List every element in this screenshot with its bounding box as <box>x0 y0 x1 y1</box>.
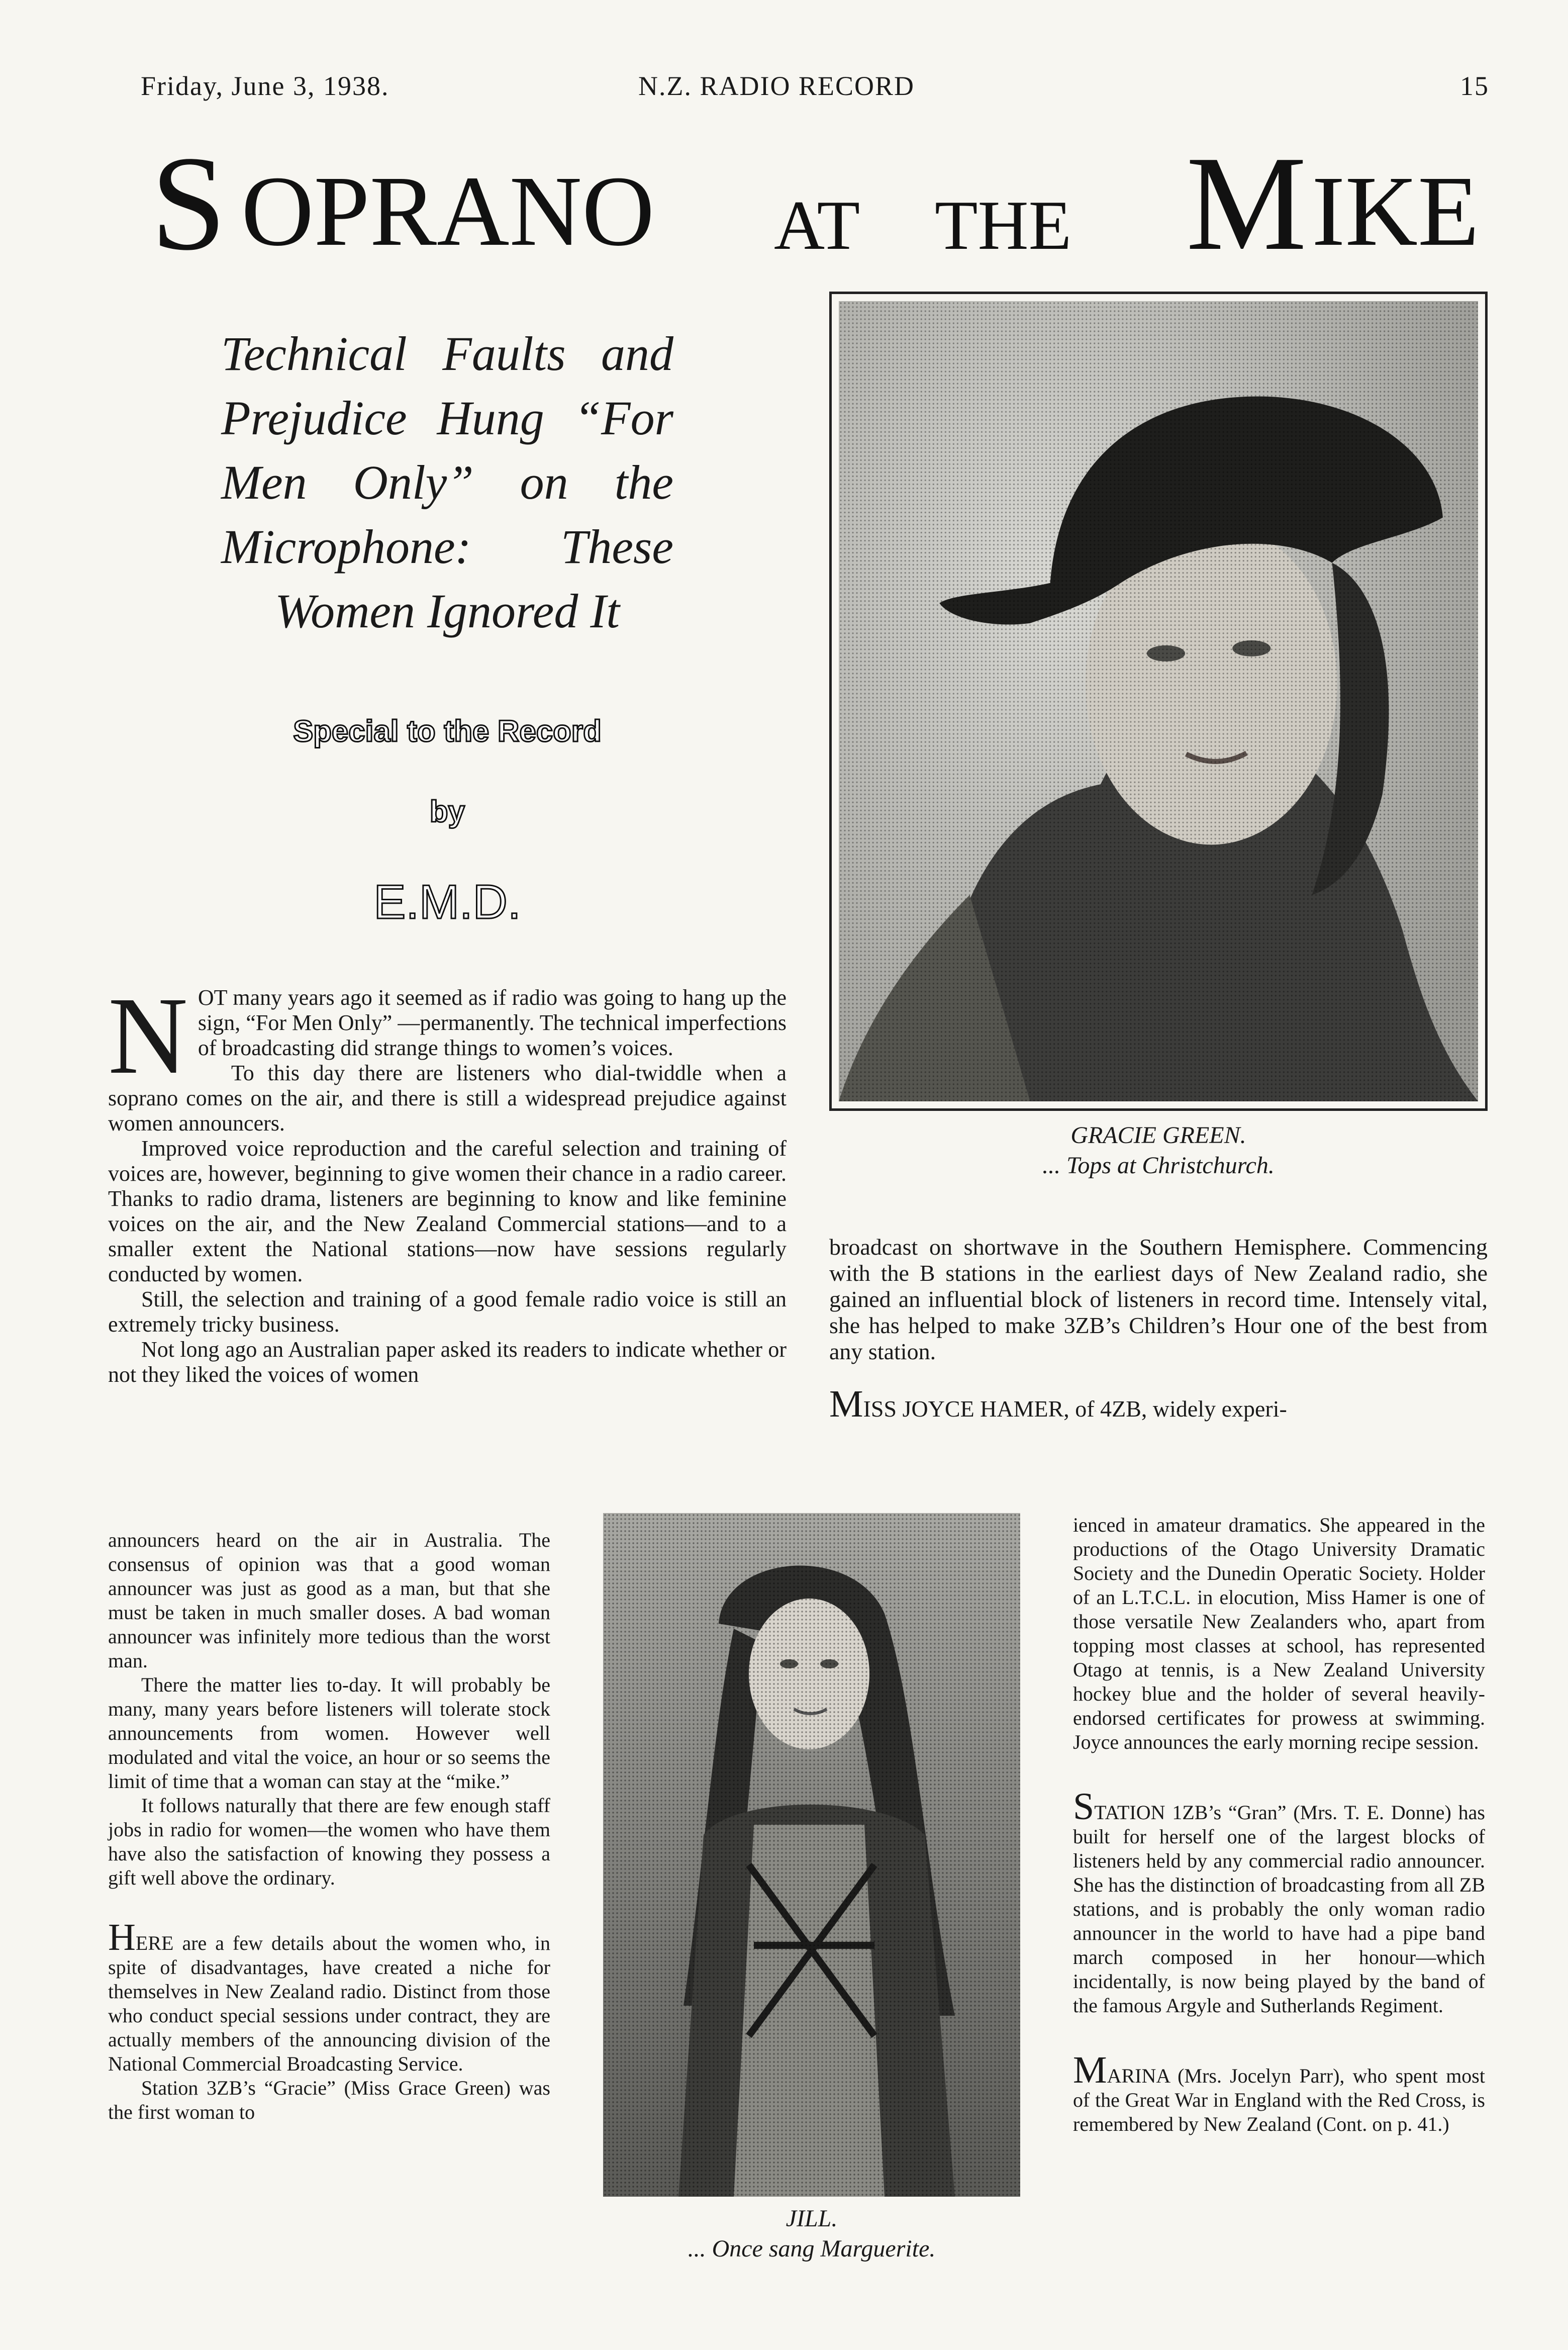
initial-h: H <box>108 1916 136 1958</box>
paragraph: It follows naturally that there are few enough staff jobs in radio for women—the women who have them have also the satisfaction of knowing they possess a gift well above the ordinary. <box>108 1794 550 1889</box>
paragraph: announcers heard on the air in Australia. The consensus of opinion was that a good woman announcer was just as good as a man, but that she must be taken in much smaller doses. A bad woman announcer was infinitely more tedious than the worst man. <box>108 1529 550 1672</box>
paragraph: ienced in amateur dramatics. She appeared in the productions of the Otago University Dramatic Society and the Dunedin Operatic Society. Holder of an L.T.C.L. in elocution, Miss Hamer is one of those versatile New Zealanders who, apart from topping most classes at school, has represented Otago at tennis, is a New Zealand University hockey blue and the holder of several heavily-endorsed certificates for prowess at swimming. Joyce announces the early morning recipe session. <box>1073 1514 1485 1753</box>
caption-jill-name: JILL. <box>786 2205 838 2232</box>
issue-date: Friday, June 3, 1938. <box>141 71 389 101</box>
paragraph: ARINA (Mrs. Jocelyn Parr), who spent most of the Great War in England with the Red Cross, is remembered by New Zealand (Cont. on p. 41.) <box>1073 2064 1485 2135</box>
headline <box>151 126 1488 276</box>
portrait-gracie <box>839 301 1478 1101</box>
deck-line: Microphone: These <box>221 520 673 574</box>
paragraph: Improved voice reproduction and the careful selection and training of voices are, however, beginning to give women their chance in a radio career. Thanks to radio drama, listeners are beginning to know and like feminine voices on the air, and the New Zealand Commercial stations—and to a smaller extent the National stations—now have sessions regularly conducted by women. <box>108 1136 787 1286</box>
paragraph: broadcast on shortwave in the Southern Hemisphere. Commencing with the B stations in the earliest days of New Zealand radio, she gained an influential block of listeners in record time. Intensely vital, she has helped to make 3ZB’s Children’s Hour one of the best from any station. <box>829 1234 1488 1364</box>
paragraph: Not long ago an Australian paper asked its readers to indicate whether or not they liked the voices of women <box>108 1337 787 1387</box>
headline-word-the: THE <box>935 186 1072 264</box>
caption-jill-text: ... Once sang Marguerite. <box>688 2235 936 2262</box>
paragraph: TATION 1ZB’s “Gran” (Mrs. T. E. Donne) has built for herself one of the largest blocks of listeners held by any commercial radio announcer. She has the distinction of broadcasting from all ZB stations, and is probably the only woman radio announcer in the world to have had a pipe band march composed in her honour—which incidentally, is now being played by the band of the famous Argyle and Sutherlands Regiment. <box>1073 1801 1485 2017</box>
deck-line: Prejudice Hung “For <box>221 391 673 445</box>
initial-m: M <box>829 1383 863 1425</box>
article-column-2 <box>829 1234 1488 1425</box>
headline-word-soprano: OPRANO <box>241 156 655 267</box>
caption-gracie-name: GRACIE GREEN. <box>1070 1122 1246 1149</box>
article-column-narrow <box>108 1528 550 2124</box>
dropcap-n: N <box>108 974 188 1097</box>
headline-initial-s: S <box>151 128 227 278</box>
portrait-image <box>839 301 1478 1101</box>
caption-gracie-text: ... Tops at Christchurch. <box>1042 1152 1275 1179</box>
paragraph: To this day there are listeners who dial-twiddle when a soprano comes on the air, and there is still a widespread prejudice against women announcers. <box>108 1061 787 1136</box>
byline-author: E.M.D. <box>373 875 521 929</box>
article-intro <box>108 974 787 1387</box>
initial-s: S <box>1073 1785 1095 1828</box>
initial-m-marina: M <box>1073 2049 1107 2091</box>
article-column-2-narrow <box>1073 1513 1485 2136</box>
paragraph: Still, the selection and training of a good female radio voice is still an extremely tricky business. <box>108 1287 787 1337</box>
portrait-jill-image <box>603 1513 1020 2197</box>
paragraph: ISS JOYCE HAMER, of 4ZB, widely experi- <box>863 1396 1287 1422</box>
photo-jill <box>603 1513 1020 2197</box>
photo-gracie-green <box>829 292 1488 1111</box>
headline-word-ike: IKE <box>1312 156 1480 267</box>
paragraph: ERE are a few details about the women who, in spite of disadvantages, have created a niche for themselves in New Zealand radio. Distinct from those who conduct special sessions under contract, they are actually members of the announcing division of the National Commercial Broadcasting Service. <box>108 1932 550 2075</box>
page-number: 15 <box>1460 71 1489 101</box>
deck-line: Technical Faults and <box>221 327 673 381</box>
paragraph: There the matter lies to-day. It will probably be many, many years before listeners will tolerate stock announcements from women. However well modulated and vital the voice, an hour or so seems the limit of time that a woman can stay at the “mike.” <box>108 1673 550 1793</box>
deck-line: Men Only” on the <box>221 455 673 509</box>
publication-name: N.Z. RADIO RECORD <box>638 71 915 101</box>
deck <box>221 322 673 643</box>
paragraph: Station 3ZB’s “Gracie” (Miss Grace Green) was the first woman to <box>108 2077 550 2123</box>
byline-by: by <box>429 795 465 828</box>
headline-initial-m: M <box>1186 128 1307 278</box>
deck-line: Women Ignored It <box>274 584 620 638</box>
headline-word-at: AT <box>774 186 860 264</box>
special-to-record: Special to the Record <box>293 714 602 748</box>
intro-paragraph: OT many years ago it seemed as if radio was going to hang up the sign, “For Men Only” —permanently. The technical imperfections of broadcasting did strange things to women’s voices. <box>198 985 787 1060</box>
